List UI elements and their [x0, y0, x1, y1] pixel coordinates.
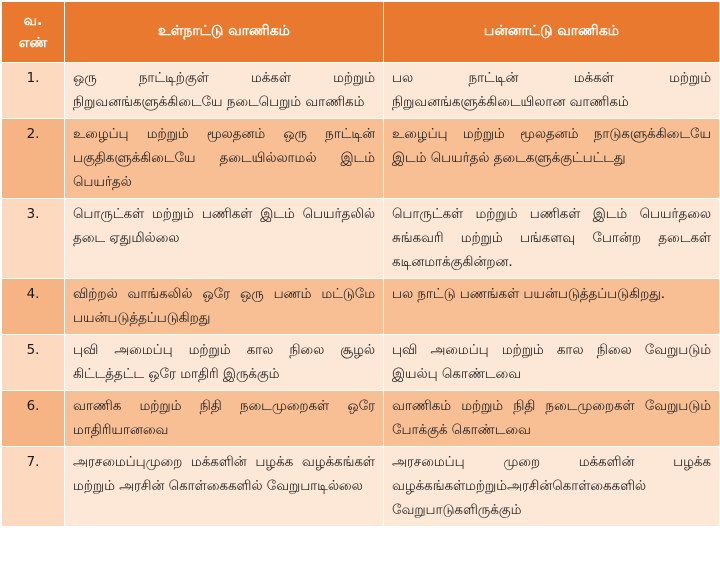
internal-trade-cell: விற்றல் வாங்கலில் ஒரே ஒரு பணம் மட்டுமே பயன்படுத்தப்படுகிறது — [65, 279, 384, 335]
header-international-trade: பன்னாட்டு வாணிகம் — [384, 2, 720, 63]
header-serial-line2: எண் — [18, 35, 48, 51]
row-number: 3. — [2, 199, 65, 279]
row-number: 6. — [2, 391, 65, 447]
table-row — [2, 199, 720, 279]
international-trade-cell: உழைப்பு மற்றும் மூலதனம் நாடுகளுக்கிடையே இடம் பெயர்தல் தடைகளுக்குட்பட்டது — [384, 119, 720, 199]
internal-trade-cell: ஒரு நாட்டிற்குள் மக்கள் மற்றும் நிறுவனங்களுக்கிடையே நடைபெறும் வாணிகம் — [65, 63, 384, 119]
header-internal-trade: உள்நாட்டு வாணிகம் — [65, 2, 384, 63]
international-trade-cell: புவி அமைப்பு மற்றும் கால நிலை வேறுபடும் இயல்பு கொண்டவை — [384, 335, 720, 391]
table-row — [2, 63, 720, 119]
row-number: 5. — [2, 335, 65, 391]
table-row — [2, 119, 720, 199]
table-row — [2, 335, 720, 391]
comparison-table — [1, 1, 720, 527]
header-row — [2, 2, 720, 63]
table-row — [2, 391, 720, 447]
table-row — [2, 447, 720, 527]
international-trade-cell: பல நாட்டு பணங்கள் பயன்படுத்தப்படுகிறது. — [384, 279, 720, 335]
international-trade-cell: பல நாட்டின் மக்கள் மற்றும் நிறுவனங்களுக்கிடையிலான வாணிகம் — [384, 63, 720, 119]
row-number: 1. — [2, 63, 65, 119]
table-row — [2, 279, 720, 335]
internal-trade-cell: வாணிக மற்றும் நிதி நடைமுறைகள் ஒரே மாதிரியானவை — [65, 391, 384, 447]
row-number: 4. — [2, 279, 65, 335]
internal-trade-cell: உழைப்பு மற்றும் மூலதனம் ஒரு நாட்டின் பகுதிகளுக்கிடையே தடையில்லாமல் இடம் பெயர்தல் — [65, 119, 384, 199]
international-trade-cell: வாணிகம் மற்றும் நிதி நடைமுறைகள் வேறுபடும் போக்குக் கொண்டவை — [384, 391, 720, 447]
internal-trade-cell: அரசமைப்புமுறை மக்களின் பழக்க வழக்கங்கள் மற்றும் அரசின் கொள்கைகளில் வேறுபாடில்லை — [65, 447, 384, 527]
header-serial-number — [2, 2, 65, 63]
international-trade-cell: அரசமைப்பு முறை மக்களின் பழக்க வழக்கங்கள்மற்றும்அரசின்கொள்கைகளில் வேறுபாடுகளிருக்கும் — [384, 447, 720, 527]
internal-trade-cell: புவி அமைப்பு மற்றும் கால நிலை சூழல் கிட்டத்தட்ட ஒரே மாதிரி இருக்கும் — [65, 335, 384, 391]
international-trade-cell: பொருட்கள் மற்றும் பணிகள் இடம் பெயர்தலை சுங்கவரி மற்றும் பங்களவு போன்ற தடைகள் கடினமாக்குகின்றன. — [384, 199, 720, 279]
header-serial-line1: வ. — [23, 13, 43, 29]
internal-trade-cell: பொருட்கள் மற்றும் பணிகள் இடம் பெயர்தலில் தடை ஏதுமில்லை — [65, 199, 384, 279]
row-number: 7. — [2, 447, 65, 527]
row-number: 2. — [2, 119, 65, 199]
